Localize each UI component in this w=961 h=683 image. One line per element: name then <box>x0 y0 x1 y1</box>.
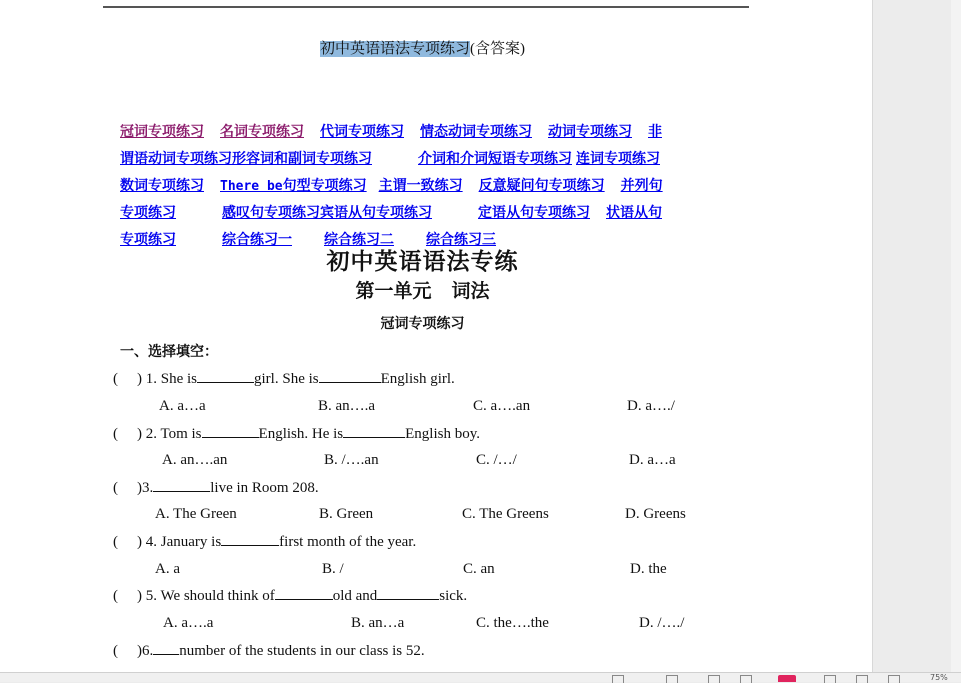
web-view-icon[interactable] <box>740 675 752 683</box>
link-nonfinite-a[interactable]: 非 <box>648 124 662 140</box>
link-agreement[interactable]: 主谓一致练习 <box>378 178 463 194</box>
document-header-title: 初中英语语法专项练习(含答案) <box>319 41 525 57</box>
question-3: ( )3. live in Room 208. <box>113 480 319 496</box>
question-5: ( ) 5. We should think of old and sick. <box>113 588 468 604</box>
answer-blank[interactable] <box>377 587 439 600</box>
main-title: 初中英语语法专练 <box>326 249 519 275</box>
toc-links <box>120 119 732 254</box>
option-a: A. an….an <box>162 452 228 468</box>
link-review-3[interactable]: 综合练习三 <box>426 232 496 248</box>
option-c: C. /…/ <box>476 452 517 468</box>
link-article[interactable]: 冠词专项练习 <box>120 124 204 140</box>
link-object-clause[interactable]: 宾语从句专项练习 <box>320 205 432 221</box>
option-b: B. an…a <box>351 615 405 631</box>
link-attributive-clause[interactable]: 定语从句专项练习 <box>478 205 590 221</box>
link-verb[interactable]: 动词专项练习 <box>548 124 632 140</box>
read-mode-icon[interactable] <box>824 675 836 683</box>
question-1: ( ) 1. She is girl. She is English girl. <box>113 371 455 387</box>
option-d: D. a…./ <box>627 398 675 414</box>
option-a: A. a….a <box>163 615 214 631</box>
option-b: B. /….an <box>324 452 379 468</box>
toc-line <box>120 146 732 173</box>
option-a: A. The Green <box>155 506 237 522</box>
answer-blank[interactable] <box>197 370 254 383</box>
option-c: C. The Greens <box>462 506 549 522</box>
link-nonfinite-b[interactable]: 谓语动词专项练习 <box>120 151 232 167</box>
answer-blank[interactable] <box>153 479 210 492</box>
zoom-level[interactable]: 75% <box>930 673 948 682</box>
question-6: ( )6. number of the students in our class is 52. <box>113 643 425 659</box>
link-modal[interactable]: 情态动词专项练习 <box>420 124 532 140</box>
option-d: D. /…./ <box>639 615 685 631</box>
option-a: A. a…a <box>159 398 206 414</box>
link-conjunction[interactable]: 连词专项练习 <box>576 151 660 167</box>
link-numeral[interactable]: 数词专项练习 <box>120 178 204 194</box>
answer-blank[interactable] <box>319 370 381 383</box>
link-adverbial-b[interactable]: 专项练习 <box>120 232 176 248</box>
header-rule <box>103 6 749 8</box>
option-c: C. a….an <box>473 398 531 414</box>
answer-blank[interactable] <box>221 533 279 546</box>
question-4: ( ) 4. January is first month of the year. <box>113 534 417 550</box>
toc-line <box>120 173 732 200</box>
outline-view-icon[interactable] <box>666 675 678 683</box>
link-tag-question[interactable]: 反意疑问句专项练习 <box>478 178 605 194</box>
link-there-be[interactable]: There be句型专项练习 <box>220 178 367 194</box>
selected-text[interactable]: 初中英语语法专项练习 <box>319 41 470 57</box>
page-view-icon[interactable] <box>708 675 720 683</box>
option-c: C. an <box>463 561 495 577</box>
answer-blank[interactable] <box>343 425 405 438</box>
option-c: C. the….the <box>476 615 549 631</box>
link-compound-b[interactable]: 专项练习 <box>120 205 176 221</box>
view-icon[interactable] <box>612 675 624 683</box>
link-adverbial-a[interactable]: 状语从句 <box>606 205 662 221</box>
vertical-scrollbar[interactable] <box>951 0 961 681</box>
answer-blank[interactable] <box>153 642 179 655</box>
option-d: D. a…a <box>629 452 676 468</box>
option-b: B. / <box>322 561 344 577</box>
link-review-2[interactable]: 综合练习二 <box>324 232 394 248</box>
question-2: ( ) 2. Tom is English. He is English boy. <box>113 426 480 442</box>
link-exclamation[interactable]: 感叹句专项练习 <box>222 205 320 221</box>
link-pronoun[interactable]: 代词专项练习 <box>320 124 404 140</box>
link-review-1[interactable]: 综合练习一 <box>222 232 292 248</box>
toc-line <box>120 200 732 227</box>
fit-width-icon[interactable] <box>856 675 868 683</box>
link-noun[interactable]: 名词专项练习 <box>220 124 304 140</box>
section-subtitle: 冠词专项练习 <box>380 316 465 332</box>
link-adj-adv[interactable]: 形容词和副词专项练习 <box>232 151 372 167</box>
answer-blank[interactable] <box>202 425 259 438</box>
link-preposition[interactable]: 介词和介词短语专项练习 <box>418 151 572 167</box>
option-d: D. Greens <box>625 506 686 522</box>
option-b: B. an….a <box>318 398 376 414</box>
option-a: A. a <box>155 561 180 577</box>
option-b: B. Green <box>319 506 374 522</box>
answer-blank[interactable] <box>275 587 333 600</box>
fit-page-icon[interactable] <box>888 675 900 683</box>
link-compound-a[interactable]: 并列句 <box>620 178 663 194</box>
section-heading: 一、选择填空： <box>120 344 218 360</box>
toc-line <box>120 119 732 146</box>
option-d: D. the <box>630 561 667 577</box>
unit-title: 第一单元 词法 <box>355 280 490 302</box>
